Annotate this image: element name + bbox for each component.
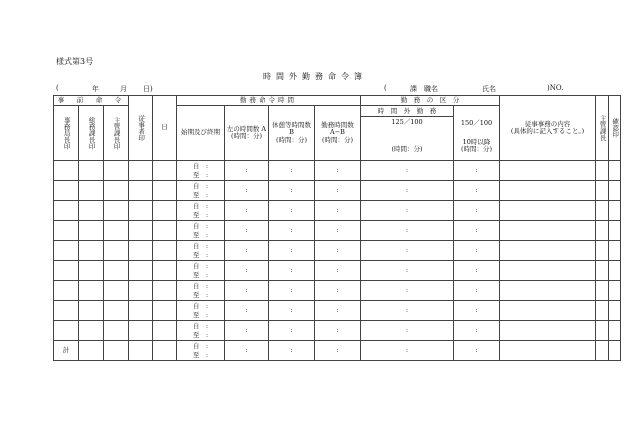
page-title: 時間外勤務命令簿 bbox=[263, 72, 367, 81]
rate-150-cell[interactable]: : bbox=[454, 341, 500, 361]
confirm-seal-cell[interactable] bbox=[609, 341, 621, 361]
worker-seal-cell[interactable] bbox=[129, 261, 153, 281]
duty-content-cell[interactable] bbox=[500, 181, 596, 201]
day-cell[interactable] bbox=[153, 321, 177, 341]
rest-hours-header: 休憩等時間数 B (時間：分) bbox=[269, 106, 315, 161]
table-row bbox=[54, 341, 621, 361]
day-cell[interactable] bbox=[153, 241, 177, 261]
duty-content-cell[interactable] bbox=[500, 321, 596, 341]
chief-seal-cell[interactable] bbox=[104, 221, 129, 241]
worker-seal-cell[interactable] bbox=[129, 201, 153, 221]
table-row bbox=[54, 221, 621, 241]
table-row bbox=[54, 181, 621, 201]
table-row bbox=[54, 281, 621, 301]
rate-125-cell[interactable]: : bbox=[361, 201, 454, 221]
worker-seal-cell[interactable] bbox=[129, 241, 153, 261]
day-cell[interactable] bbox=[153, 221, 177, 241]
work-hours-cell[interactable]: : bbox=[315, 181, 361, 201]
left-hours-cell[interactable]: : bbox=[225, 281, 269, 301]
ledger-rows bbox=[54, 161, 621, 361]
number-label: )NO. bbox=[547, 84, 564, 92]
start-end-cell[interactable]: 自 : 至 : bbox=[177, 161, 225, 181]
chief-confirm-cell[interactable] bbox=[596, 201, 609, 221]
start-end-cell[interactable]: 自 : 至 : bbox=[177, 181, 225, 201]
worker-seal-cell[interactable] bbox=[129, 161, 153, 181]
gm-seal-cell[interactable] bbox=[79, 321, 104, 341]
left-hours-cell[interactable]: : bbox=[225, 201, 269, 221]
worker-seal-header: 従事者印 bbox=[129, 96, 153, 161]
gm-seal-cell[interactable] bbox=[79, 161, 104, 181]
date-open: ( bbox=[56, 84, 59, 92]
gm-seal-cell[interactable] bbox=[79, 261, 104, 281]
confirm-seal-cell[interactable] bbox=[609, 261, 621, 281]
gm-seal-cell[interactable] bbox=[79, 301, 104, 321]
day-label: 日) bbox=[143, 85, 153, 93]
chief-confirm-cell[interactable] bbox=[596, 241, 609, 261]
table-row bbox=[54, 301, 621, 321]
duty-content-cell[interactable] bbox=[500, 261, 596, 281]
director-seal-cell[interactable] bbox=[54, 321, 79, 341]
table-row bbox=[54, 161, 621, 181]
rate-150-cell[interactable]: : bbox=[454, 181, 500, 201]
work-hours-cell[interactable]: : bbox=[315, 341, 361, 361]
work-hours-cell[interactable]: : bbox=[315, 201, 361, 221]
chief-seal-cell[interactable] bbox=[104, 261, 129, 281]
left-hours-cell[interactable]: : bbox=[225, 261, 269, 281]
duty-content-cell[interactable] bbox=[500, 241, 596, 261]
confirm-seal-cell[interactable] bbox=[609, 161, 621, 181]
rate-125-cell[interactable]: : bbox=[361, 321, 454, 341]
rest-hours-cell[interactable]: : bbox=[269, 321, 315, 341]
worker-seal-cell[interactable] bbox=[129, 301, 153, 321]
rate-150-cell[interactable]: : bbox=[454, 221, 500, 241]
work-hours-cell[interactable]: : bbox=[315, 321, 361, 341]
start-end-cell[interactable]: 自 : 至 : bbox=[177, 341, 225, 361]
worker-seal-cell[interactable] bbox=[129, 181, 153, 201]
work-hours-cell[interactable]: : bbox=[315, 261, 361, 281]
duty-content-cell[interactable] bbox=[500, 341, 596, 361]
class-header: 勤 務 の 区 分 bbox=[361, 96, 500, 106]
director-seal-cell[interactable] bbox=[54, 261, 79, 281]
chief-seal-header: 主管課長印 bbox=[104, 106, 129, 161]
name-label: 氏名 bbox=[482, 85, 496, 93]
worker-seal-cell[interactable] bbox=[129, 321, 153, 341]
table-row bbox=[54, 241, 621, 261]
rate-150-cell[interactable]: : bbox=[454, 201, 500, 221]
duty-content-cell[interactable] bbox=[500, 221, 596, 241]
start-end-cell[interactable]: 自 : 至 : bbox=[177, 241, 225, 261]
chief-seal-cell[interactable] bbox=[104, 281, 129, 301]
start-end-cell[interactable]: 自 : 至 : bbox=[177, 301, 225, 321]
day-cell[interactable] bbox=[153, 341, 177, 361]
duty-content-cell[interactable] bbox=[500, 161, 596, 181]
gm-seal-cell[interactable] bbox=[79, 221, 104, 241]
dept-open: ( bbox=[384, 84, 387, 92]
rate-125-header: 時 間 外 勤 務 125／100 (時間：分) bbox=[361, 106, 454, 161]
chief-confirm-cell[interactable] bbox=[596, 281, 609, 301]
table-row bbox=[54, 321, 621, 341]
gm-seal-cell[interactable] bbox=[79, 201, 104, 221]
confirm-seal-cell[interactable] bbox=[609, 321, 621, 341]
chief-seal-cell[interactable] bbox=[104, 301, 129, 321]
chief-confirm-cell[interactable] bbox=[596, 221, 609, 241]
work-hours-cell[interactable]: : bbox=[315, 161, 361, 181]
gm-seal-cell[interactable] bbox=[79, 281, 104, 301]
chief-seal-cell[interactable] bbox=[104, 341, 129, 361]
start-end-cell[interactable]: 自 : 至 : bbox=[177, 261, 225, 281]
order-time-header: 勤務命令時間 bbox=[177, 96, 361, 106]
rest-hours-cell[interactable]: : bbox=[269, 341, 315, 361]
gm-seal-header: 総務課長印 bbox=[79, 106, 104, 161]
chief-confirm-header: 主管課長 bbox=[596, 96, 609, 161]
rest-hours-cell[interactable]: : bbox=[269, 261, 315, 281]
start-end-cell[interactable]: 自 : 至 : bbox=[177, 281, 225, 301]
rate-125-cell[interactable]: : bbox=[361, 301, 454, 321]
gm-seal-cell[interactable] bbox=[79, 341, 104, 361]
gm-seal-cell[interactable] bbox=[79, 181, 104, 201]
chief-confirm-cell[interactable] bbox=[596, 301, 609, 321]
duty-content-cell[interactable] bbox=[500, 281, 596, 301]
rate-125-cell[interactable]: : bbox=[361, 281, 454, 301]
left-hours-cell[interactable]: : bbox=[225, 221, 269, 241]
form-number: 様式第3号 bbox=[56, 57, 94, 66]
chief-confirm-cell[interactable] bbox=[596, 181, 609, 201]
left-hours-cell[interactable]: : bbox=[225, 301, 269, 321]
gm-seal-cell[interactable] bbox=[79, 241, 104, 261]
director-seal-cell[interactable] bbox=[54, 241, 79, 261]
director-seal-cell[interactable] bbox=[54, 181, 79, 201]
confirm-seal-cell[interactable] bbox=[609, 301, 621, 321]
start-end-cell[interactable]: 自 : 至 : bbox=[177, 321, 225, 341]
start-end-cell[interactable]: 自 : 至 : bbox=[177, 201, 225, 221]
rest-hours-cell[interactable]: : bbox=[269, 301, 315, 321]
rate-125-cell[interactable]: : bbox=[361, 221, 454, 241]
rate-125-cell[interactable]: : bbox=[361, 261, 454, 281]
left-hours-cell[interactable]: : bbox=[225, 241, 269, 261]
work-hours-cell[interactable]: : bbox=[315, 301, 361, 321]
work-hours-cell[interactable]: : bbox=[315, 241, 361, 261]
chief-confirm-cell[interactable] bbox=[596, 321, 609, 341]
worker-seal-cell[interactable] bbox=[129, 341, 153, 361]
rate-125-cell[interactable]: : bbox=[361, 161, 454, 181]
rate-150-cell[interactable]: : bbox=[454, 161, 500, 181]
day-cell[interactable] bbox=[153, 281, 177, 301]
day-cell[interactable] bbox=[153, 201, 177, 221]
chief-seal-cell[interactable] bbox=[104, 161, 129, 181]
director-seal-cell[interactable] bbox=[54, 281, 79, 301]
prior-order-header: 事 前 命 令 bbox=[54, 96, 129, 106]
rate-150-cell[interactable]: : bbox=[454, 241, 500, 261]
confirm-seal-cell[interactable] bbox=[609, 201, 621, 221]
dept-label: 課 職名 bbox=[410, 85, 438, 93]
rate-150-cell[interactable]: : bbox=[454, 321, 500, 341]
rate-150-cell[interactable]: : bbox=[454, 261, 500, 281]
start-end-header: 始期及び終期 bbox=[177, 106, 225, 161]
table-row bbox=[54, 201, 621, 221]
director-seal-cell[interactable] bbox=[54, 301, 79, 321]
chief-confirm-cell[interactable] bbox=[596, 161, 609, 181]
overtime-ledger-table bbox=[53, 95, 621, 361]
left-hours-cell[interactable]: : bbox=[225, 321, 269, 341]
rate-150-cell[interactable]: : bbox=[454, 301, 500, 321]
day-cell[interactable] bbox=[153, 261, 177, 281]
left-hours-cell[interactable]: : bbox=[225, 341, 269, 361]
rest-hours-cell[interactable]: : bbox=[269, 161, 315, 181]
director-seal-cell[interactable] bbox=[54, 201, 79, 221]
work-hours-cell[interactable]: : bbox=[315, 221, 361, 241]
confirm-seal-cell[interactable] bbox=[609, 221, 621, 241]
rest-hours-cell[interactable]: : bbox=[269, 201, 315, 221]
day-cell[interactable] bbox=[153, 181, 177, 201]
left-hours-cell[interactable]: : bbox=[225, 161, 269, 181]
confirm-seal-cell[interactable] bbox=[609, 181, 621, 201]
rest-hours-cell[interactable]: : bbox=[269, 181, 315, 201]
month-label: 月 bbox=[120, 85, 127, 93]
work-hours-header: 勤務時間数 A−B (時間：分) bbox=[315, 106, 361, 161]
chief-confirm-cell[interactable] bbox=[596, 261, 609, 281]
work-hours-cell[interactable]: : bbox=[315, 281, 361, 301]
day-cell[interactable] bbox=[153, 301, 177, 321]
chief-confirm-cell[interactable] bbox=[596, 341, 609, 361]
chief-seal-cell[interactable] bbox=[104, 241, 129, 261]
left-hours-cell[interactable]: : bbox=[225, 181, 269, 201]
confirm-seal-cell[interactable] bbox=[609, 241, 621, 261]
director-seal-header: 事務局長印 bbox=[54, 106, 79, 161]
year-label: 年 bbox=[92, 85, 99, 93]
day-cell[interactable] bbox=[153, 161, 177, 181]
rest-hours-cell[interactable]: : bbox=[269, 281, 315, 301]
rate-125-cell[interactable]: : bbox=[361, 341, 454, 361]
day-header: 日 bbox=[153, 96, 177, 161]
chief-seal-cell[interactable] bbox=[104, 181, 129, 201]
worker-seal-cell[interactable] bbox=[129, 281, 153, 301]
chief-seal-cell[interactable] bbox=[104, 321, 129, 341]
overtime-subheader: 時 間 外 勤 務 bbox=[361, 106, 454, 117]
rest-hours-cell[interactable]: : bbox=[269, 221, 315, 241]
duty-content-header: 従事事務の内容 (具体的に記入すること。) bbox=[500, 96, 596, 161]
duty-content-cell[interactable] bbox=[500, 201, 596, 221]
rate-125-cell[interactable]: : bbox=[361, 181, 454, 201]
confirm-seal-cell[interactable] bbox=[609, 281, 621, 301]
confirm-seal-header: 確認印 bbox=[609, 96, 621, 161]
chief-seal-cell[interactable] bbox=[104, 201, 129, 221]
rest-hours-cell[interactable]: : bbox=[269, 241, 315, 261]
left-hours-header: 左の時間数 A (時間：分) bbox=[225, 106, 269, 161]
rate-150-cell[interactable]: : bbox=[454, 281, 500, 301]
director-seal-cell[interactable] bbox=[54, 161, 79, 181]
total-label: 計 bbox=[54, 341, 79, 361]
duty-content-cell[interactable] bbox=[500, 301, 596, 321]
start-end-cell[interactable]: 自 : 至 : bbox=[177, 221, 225, 241]
rate-125-cell[interactable]: : bbox=[361, 241, 454, 261]
rate-150-header: 150／100 10時以降 (時間：分) bbox=[454, 106, 500, 161]
table-row bbox=[54, 261, 621, 281]
director-seal-cell[interactable] bbox=[54, 221, 79, 241]
worker-seal-cell[interactable] bbox=[129, 221, 153, 241]
